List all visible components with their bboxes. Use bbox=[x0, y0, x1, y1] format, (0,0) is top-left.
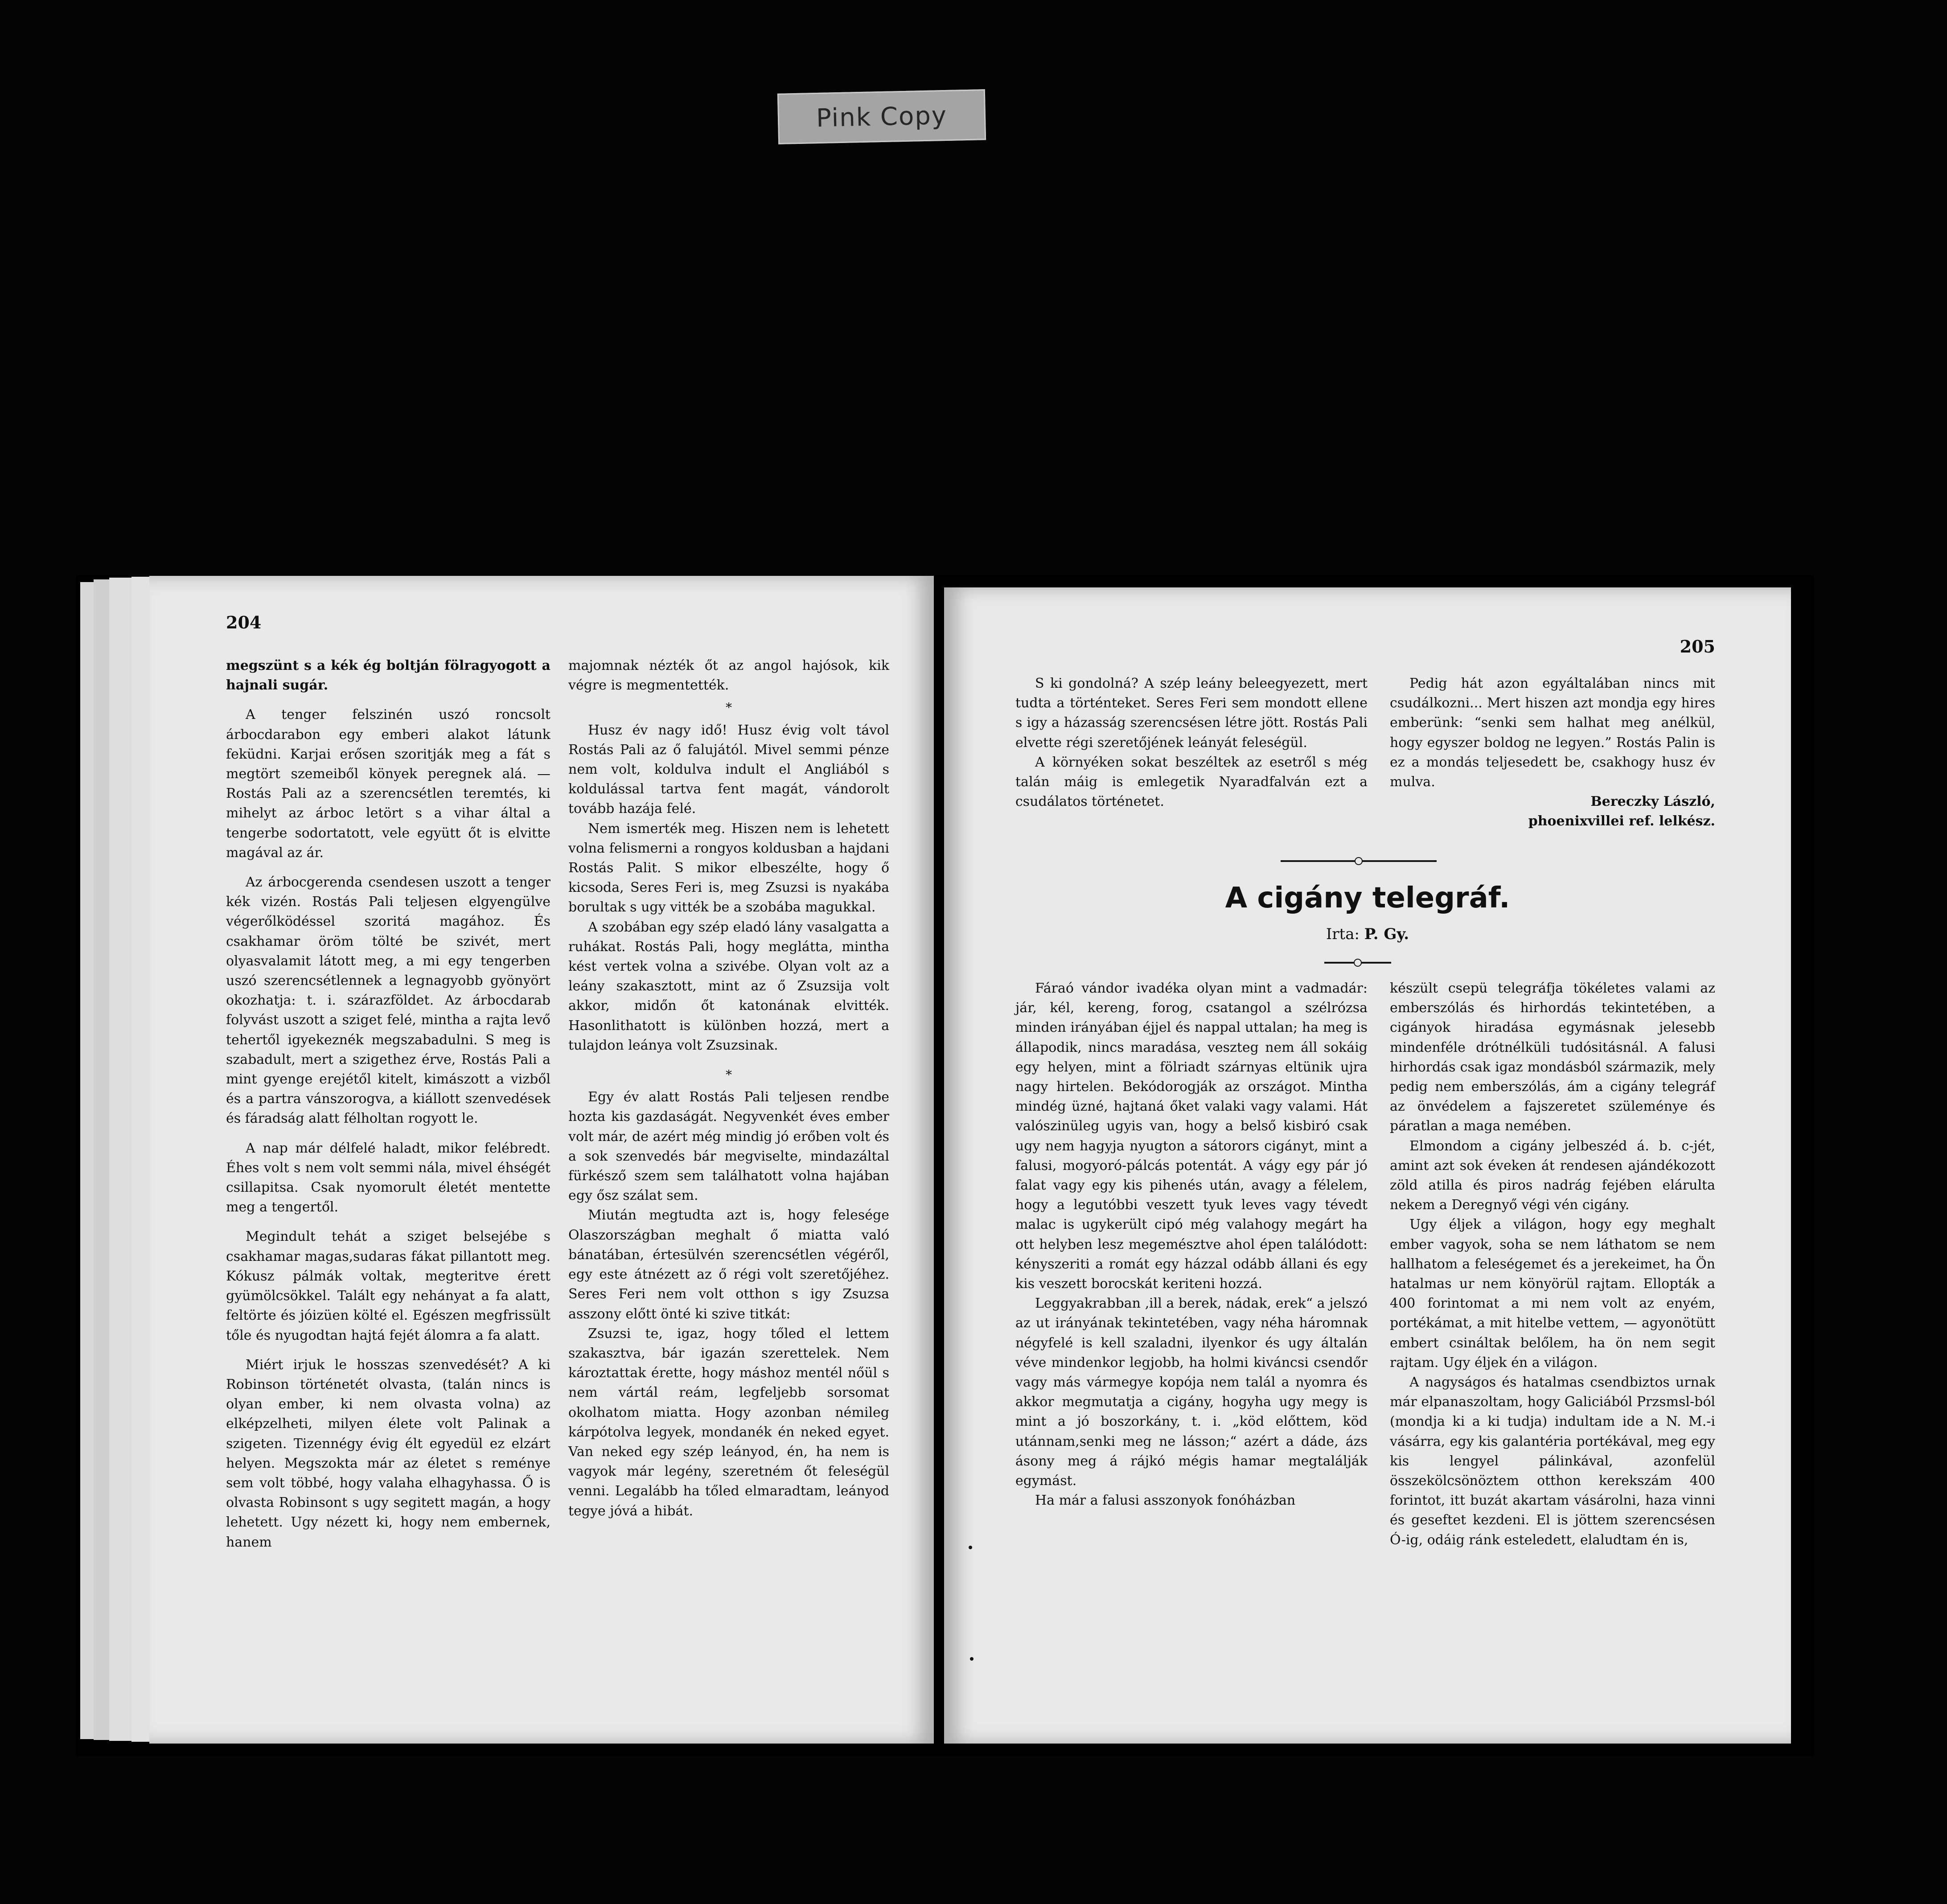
page-number-left: 204 bbox=[226, 612, 262, 632]
author-signature-name: Bereczky László, bbox=[1590, 794, 1715, 810]
paragraph: Husz év nagy idő! Husz évig volt távol Rostás Pali az ő falujától. Mivel semmi pénze nem volt, koldulva indult el Angliából s koldulással tartva fent magát, vándorolt tovább hazája felé. bbox=[568, 722, 889, 817]
archive-copy-label: Pink Copy bbox=[777, 89, 986, 144]
paragraph: Miért irjuk le hosszas szenvedését? A ki Robinson történetét olvasta, (talán nincs is olyan ember, ki nem olvasta volna) az elképzelheti, milyen élete volt Palinak a szigeten. Tizennégy évig élt egyedül ez elzárt helyen. Megszokta már az életet s reménye sem volt többé, hogy valaha elhagyhassa. Ő is olvasta Robinsont s ugy segitett magán, a hogy lehetett. Ugy nézett ki, hogy nem embernek, hanem bbox=[226, 1357, 550, 1550]
ink-speck bbox=[969, 1546, 972, 1549]
right-page-column-4 bbox=[1390, 979, 1715, 1550]
paragraph: majomnak nézték őt az angol hajósok, kik végre is megmentették. bbox=[568, 658, 889, 693]
paragraph: A nagyságos és hatalmas csendbiztos urnak már elpanaszoltam, hogy Galiciából Przsmsl-ból (mondja ki a ki tudja) indultam ide a N. M.-i vásárra, egy kis galantéria portékával, meg egy kis lengyel pálinkával, azonfelül összekölcsönöztem otthon kerekszám 400 forintot, itt buzát akartam vásárolni, haza vinni és geseftet kezdeni. El is jöttem szerencsésen Ó-ig, odáig ránk esteledett, elaludtam én is, bbox=[1390, 1375, 1715, 1548]
byline-prefix: Irta: bbox=[1326, 925, 1360, 943]
paragraph: Nem ismerték meg. Hiszen nem is lehetett volna felismerni a rongyos koldusban a hajdani Rostás Palit. S mikor elbeszélte, hogy ő kicsoda, Seres Feri is, meg Zsuzsi is nyakába borultak s ugy vitték be a szobába magukkal. bbox=[568, 821, 889, 915]
paragraph: Ha már a falusi asszonyok fonóházban bbox=[1035, 1493, 1296, 1509]
paragraph: Leggyakrabban ‚ill a berek, nádak, erek“ a jelszó az ut irányának tekintetében, vagy néha háromnak négyfelé is kell szaladni, ilyenkor és ugy általán véve mindenkor legjobb, ha holmi kiváncsi csendőr vagy más vármegye kopója nem talál a nyomra és akkor megmutatja a cigány, hogyha ugy megy is mint a jó boszorkány, t. i. „köd előttem, köd utánnam,senki meg ne lásson;“ azért a dáde, ázs ásony meg á rájkó mégis hamar megtalálják egymást. bbox=[1015, 1296, 1368, 1489]
article-title: A cigány telegráf. bbox=[1225, 882, 1510, 915]
byline bbox=[1225, 925, 1510, 943]
paragraph: Egy év alatt Rostás Pali teljesen rendbe hozta kis gazdaságát. Negyvenkét éves ember volt már, de azért még mindig jó erőben volt és a sok szenvedés bár megviselte, mindazáltal fürkésző szem sem találhatott volna hajában egy ősz szálat sem. bbox=[568, 1089, 889, 1204]
right-page-column-1 bbox=[1015, 674, 1368, 812]
paragraph: A környéken sokat beszéltek az esetről s még talán máig is emlegetik Nyaradfalván ezt a csudálatos történetet. bbox=[1015, 754, 1368, 810]
author-signature-title: phoenixvillei ref. lelkész. bbox=[1528, 813, 1715, 829]
byline-author: P. Gy. bbox=[1364, 925, 1409, 943]
paragraph: S ki gondolná? A szép leány beleegyezett, mert tudta a történteket. Seres Feri sem mondott ellene s igy a házasság szerencsésen létre jött. Rostás Pali elvette régi szeretőjének leányát feleségül. bbox=[1015, 676, 1368, 751]
paragraph: Megindult tehát a sziget belsejébe s csakhamar magas,sudaras fákat pillantott meg. Kókusz pálmák voltak, megteritve érett gyümölcsökkel. Talált egy nehányat a fa alatt, feltörte és jóizüen költé el. Egészen megfrissült tőle és nyugodtan hajtá fejét álomra a fa alatt. bbox=[226, 1229, 550, 1343]
paragraph: Fáraó vándor ivadéka olyan mint a vadmadár: jár, kél, kereng, forog, csatangol a szélrózsa minden irányában éjjel és nappal uttalan; ha meg is állapodik, nincs maradása, veszteg nem áll sokáig egy helyen, mint a fölriadt szárnyas eltünik ujra nagy hirtelen. Bekódorogják az országot. Mintha mindég üzné, hajtaná őket valaki vagy valami. Hát valószinüleg ugyis van, hogy a belső kisbiró csak ugy nem hagyja nyugton a sátorors cigányt, mint a falusi, mogyoró-pálcás potentát. A vágy egy pár jó falat vagy egy kis pihenés után, avagy a félelem, hogy a legutóbbi veszett tyuk leves vagy tévedt malac is ugykerült cipó még valahogy megárt ha ott helyben lesz megemésztve ahol épen találódott: kényszeriti a romát egy házzal odább állani és egy kis veszett borocskát keriteni hozzá. bbox=[1015, 981, 1368, 1292]
right-page-column-3 bbox=[1015, 979, 1368, 1510]
paragraph: Elmondom a cigány jelbeszéd á. b. c-jét, amint azt sok éveken át rendesen ajándékozott zöld atilla és piros nadrág fejében elárulta nekem a Deregnyő végi vén cigány. bbox=[1390, 1138, 1715, 1213]
paragraph: készült csepü telegráfja tökéletes valami az emberszólás és hirhordás tekintetében, a cigányok hiradása egymásnak jelesebb mindenféle drótnélküli tudósitásnál. A falusi hirhordás csak igaz mondásból származik, mely pedig nem emberszólás, ám a cigány telegráf az önvédelem a fajszeretet szüleménye és páratlan a maga nemében. bbox=[1390, 981, 1715, 1134]
right-page-column-2 bbox=[1390, 674, 1715, 832]
paragraph: A tenger felszinén uszó roncsolt árbocdarabon egy emberi alakot látunk feküdni. Karjai erősen szoritják meg a fát s megtört szemeiből könyek peregnek alá. — Rostás Pali az a szerencsétlen teremtés, ki mihelyt az árboc letört s a vihar által a tengerbe sodortatott, vele együtt őt is elvitte magával az ár. bbox=[226, 707, 550, 861]
paragraph: Az árbocgerenda csendesen uszott a tenger kék vizén. Rostás Pali teljesen elgyengülve végerőlködéssel szoritá magához. És csakhamar öröm tölté be szivét, mert olyasvalamit látott meg, a mi egy tengerben uszó szerencsétlennek a legnagyobb gyönyört okozhatja: t. i. szárazföldet. Az árbocdarab folyvást uszott a sziget felé, mintha a rajta levő tehertől igyekeznék megszabadulni. S meg is szabadult, mert a szigethez érve, Rostás Pali a mint gyenge erejétől kitelt, kimászott a vizből és a partra vánszorogva, a kiállott szenvedések és fáradság alatt félholtan rogyott le. bbox=[226, 874, 550, 1127]
section-divider-asterisk: * bbox=[726, 1067, 732, 1083]
ornamental-rule bbox=[1281, 860, 1437, 862]
paragraph: megszünt s a kék ég boltján fölragyogott a hajnali sugár. bbox=[226, 658, 550, 693]
ink-speck bbox=[970, 1657, 974, 1661]
paragraph: Miután megtudta azt is, hogy felesége Olaszországban meghalt ő miatta való bánatában, értesülvén szerencsétlen végéről, egy este átnézett az ő régi volt szeretőjéhez. Seres Feri nem volt otthon s igy Zsuzsa asszony előtt önté ki szive titkát: bbox=[568, 1207, 889, 1322]
paragraph: Zsuzsi te, igaz, hogy tőled el lettem szakasztva, bár igazán szerettelek. Nem károztattak érette, hogy máshoz mentél nőül s nem vártál reám, legfeljebb sorsomat okolhatom miatta. Hogy azonban némileg kárpótolva legyek, mondanék én neked egyet. Van neked egy szép leányod, én, ha nem is vagyok már legény, szeretném őt feleségül venni. Legalább ha tőled elmaradtam, leányod tegye jóvá a hibát. bbox=[568, 1325, 889, 1519]
page-number-right: 205 bbox=[1680, 636, 1715, 657]
ornamental-rule bbox=[1324, 962, 1391, 964]
left-page-column-1 bbox=[226, 656, 550, 1552]
left-page-column-2 bbox=[568, 656, 889, 1521]
paragraph: A szobában egy szép eladó lány vasalgatta a ruhákat. Rostás Pali, hogy meglátta, mintha kést vertek volna a szivébe. Olyan volt az a leány szakasztott, mint az ő Zsuzsija volt akkor, midőn őt katonának elvitték. Hasonlithatott is különben hozzá, mert a tulajdon leánya volt Zsuzsinak. bbox=[568, 919, 889, 1053]
paragraph: Ugy éljek a világon, hogy egy meghalt ember vagyok, soha se nem láthatom se nem hallhatom a feleségemet és a jerekeimet, ha Ön hatalmas ur nem könyörül rajtam. Ellopták a 400 forintomat a mi nem volt az enyém, portékámat, a mit hitelbe vettem, — agyonötütt embert csináltak belőlem, ha ön nem segit rajtam. Ugy éljek én a világon. bbox=[1390, 1217, 1715, 1371]
right-page bbox=[944, 587, 1791, 1744]
section-divider-asterisk: * bbox=[726, 700, 732, 715]
paragraph: Pedig hát azon egyáltalában nincs mit csudálkozni... Mert hiszen azt mondja egy hires emberünk: “senki sem halhat meg anélkül, hogy egyszer boldog ne legyen.” Rostás Palin is ez a mondás teljesedett be, csakhogy husz év mulva. bbox=[1390, 676, 1715, 790]
paragraph: A nap már délfelé haladt, mikor felébredt. Éhes volt s nem volt semmi nála, mivel éhségét csillapitsa. Csak nyomorult életét mentette meg a tengertől. bbox=[226, 1140, 550, 1215]
left-page bbox=[149, 576, 934, 1744]
